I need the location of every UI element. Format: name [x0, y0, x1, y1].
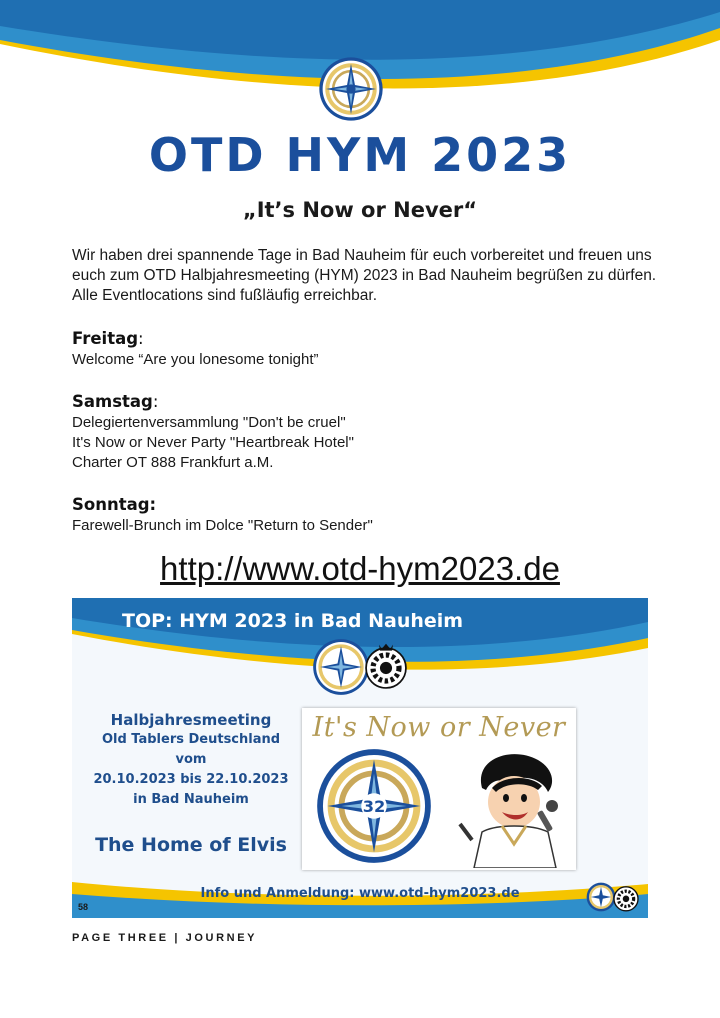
otd-emblem-icon [312, 638, 370, 696]
banner-info-line: Halbjahresmeeting [110, 711, 272, 729]
round-table-emblem-icon [364, 642, 408, 694]
schedule-line: Charter OT 888 Frankfurt a.M. [72, 454, 274, 471]
round-table-emblem-icon [612, 883, 640, 913]
intro-paragraph: Wir haben drei spannende Tage in Bad Nauheim für euch vorbereitet und freuen uns euch zum OTD Halbjahresmeeting (HYM) 2023 in Bad Nauheim begrüßen zu dürfen. Alle Eventlocations sind fußläufig erreichbar. [72, 247, 657, 304]
schedule-line: Farewell-Brunch im Dolce "Return to Sender" [72, 517, 373, 534]
day-heading: Freitag: [72, 329, 144, 348]
banner-info-line: Old Tablers Deutschland [101, 732, 281, 747]
schedule-saturday [72, 391, 672, 473]
banner-info-line: 20.10.2023 bis 22.10.2023 [93, 772, 289, 787]
schedule-line: It's Now or Never Party "Heartbreak Hotel" [72, 434, 354, 451]
page-number: 58 [78, 902, 89, 912]
footer-label: PAGE THREE | JOURNEY [72, 932, 258, 944]
day-heading: Samstag: [72, 392, 159, 411]
emblem-number: 32 [362, 796, 386, 816]
otd-32-emblem-icon [316, 748, 432, 864]
page-subtitle: „It’s Now or Never“ [242, 198, 478, 222]
banner-home-text: The Home of Elvis [95, 834, 287, 856]
page-title: OTD HYM 2023 [148, 128, 572, 182]
otd-emblem-icon [318, 56, 384, 122]
event-poster [302, 708, 576, 870]
schedule-friday [72, 328, 672, 370]
day-heading: Sonntag: [72, 495, 157, 514]
banner-info-line: vom [175, 752, 207, 767]
poster-slogan: It's Now or Never [312, 712, 566, 743]
banner-footer-text: Info und Anmeldung: www.otd-hym2023.de [200, 886, 520, 901]
banner-title: TOP: HYM 2023 in Bad Nauheim [122, 610, 464, 632]
elvis-caricature-icon [452, 748, 570, 868]
banner-event-info [86, 710, 296, 810]
schedule-sunday [72, 494, 672, 536]
event-banner [72, 598, 648, 918]
schedule-line: Delegiertenversammlung "Don't be cruel" [72, 414, 346, 431]
website-link[interactable]: http://www.otd-hym2023.de [160, 550, 560, 587]
schedule-line: Welcome “Are you lonesome tonight” [72, 351, 319, 368]
banner-info-line: in Bad Nauheim [133, 792, 249, 807]
